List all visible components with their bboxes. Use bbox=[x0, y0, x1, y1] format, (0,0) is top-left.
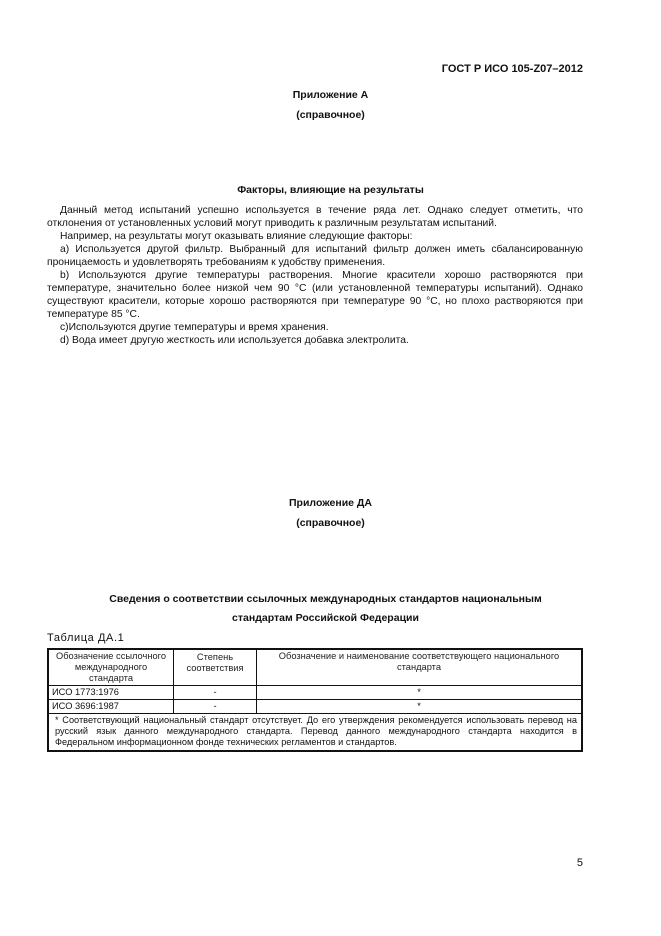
appendix-a-heading: Факторы, влияющие на результаты bbox=[237, 184, 424, 196]
cell-degree: - bbox=[174, 700, 257, 714]
list-item-b: b) Используются другие температуры растворения. Многие красители хорошо растворяются при температуре, значительно более низкой чем 90 °С (или установленной температуры испытаний). Однако существуют красители, которые хорошо растворяются при температуре 90 °С, но плохо растворяются при температуре 85 °С. bbox=[47, 270, 583, 320]
table-footnote: * Соответствующий национальный стандарт отсутствует. До его утверждения рекомендуется использовать перевод на русский язык данного международного стандарта. Перевод данного международного стандарта находится в Федеральном информационном фонде технических регламентов и стандартов. bbox=[48, 714, 582, 752]
standards-table bbox=[47, 648, 583, 752]
table-footnote-row bbox=[48, 714, 582, 752]
cell-standard: ИСО 1773:1976 bbox=[48, 686, 174, 700]
appendix-da-subtitle: (справочное) bbox=[296, 517, 365, 529]
paragraph: Данный метод испытаний успешно используется в течение ряда лет. Однако следует отметить, что отклонения от установленных условий могут приводить к различным результатам испытаний. bbox=[47, 205, 583, 229]
table-header-row bbox=[48, 649, 582, 686]
list-item-a: а) Используется другой фильтр. Выбранный для испытаний фильтр должен иметь сбалансированную проницаемость и удовлетворять требованиям к удобству применения. bbox=[47, 244, 583, 268]
table-row bbox=[48, 700, 582, 714]
cell-national: * bbox=[257, 700, 583, 714]
list-item-c: с)Используются другие температуры и время хранения. bbox=[60, 322, 329, 333]
header-cell-national: Обозначение и наименование соответствующего национального стандарта bbox=[257, 649, 583, 686]
header-cell-reference: Обозначение ссылочного международного стандарта bbox=[48, 649, 174, 686]
paragraph: Например, на результаты могут оказывать влияние следующие факторы: bbox=[60, 231, 413, 242]
list-item-d: d) Вода имеет другую жесткость или используется добавка электролита. bbox=[60, 335, 409, 346]
cell-degree: - bbox=[174, 686, 257, 700]
table-row bbox=[48, 686, 582, 700]
header-cell-degree: Степень соответствия bbox=[174, 649, 257, 686]
appendix-da-heading-line1: Сведения о соответствии ссылочных международных стандартов национальным bbox=[109, 593, 542, 605]
cell-standard: ИСО 3696:1987 bbox=[48, 700, 174, 714]
table-label: Таблица ДА.1 bbox=[47, 632, 125, 644]
cell-national: * bbox=[257, 686, 583, 700]
appendix-a-title: Приложение А bbox=[292, 89, 369, 101]
standard-code: ГОСТ Р ИСО 105-Z07–2012 bbox=[441, 63, 583, 75]
appendix-da-title: Приложение ДА bbox=[289, 497, 372, 509]
appendix-da-heading-line2: стандартам Российской Федерации bbox=[232, 612, 419, 624]
page-number: 5 bbox=[576, 857, 583, 869]
appendix-a-subtitle: (справочное) bbox=[296, 109, 365, 121]
appendix-a-body bbox=[47, 204, 583, 347]
